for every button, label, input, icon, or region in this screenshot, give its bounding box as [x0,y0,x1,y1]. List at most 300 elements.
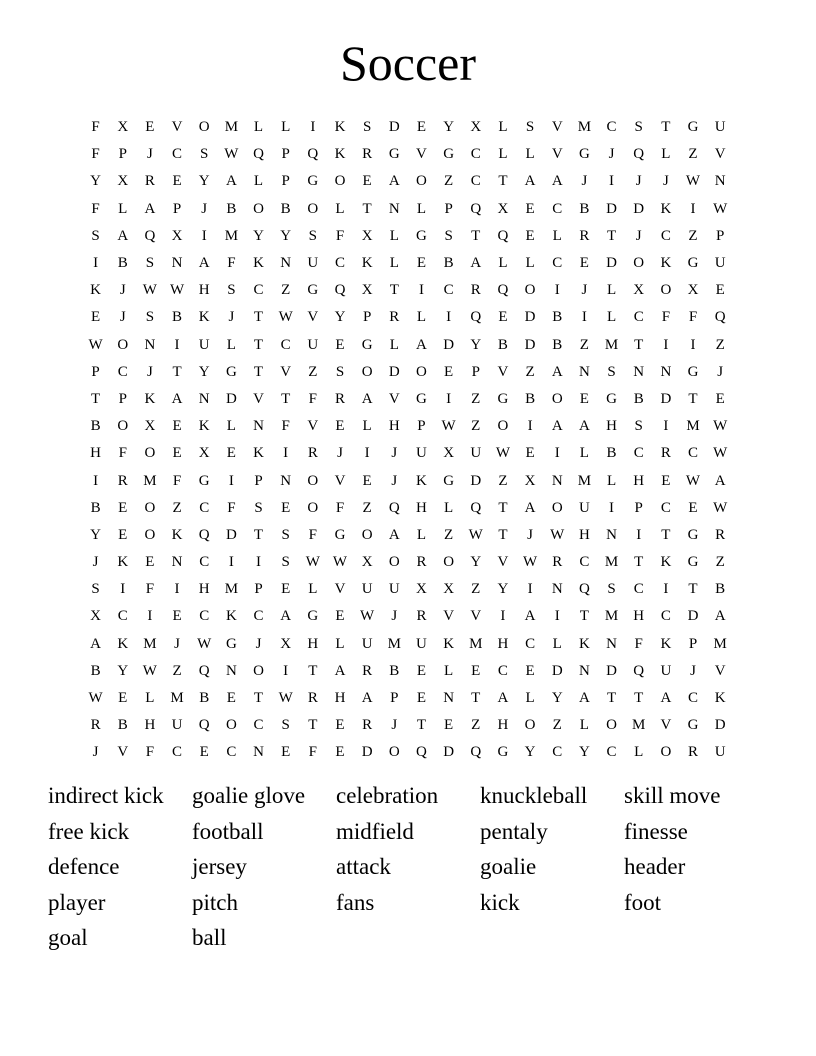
grid-letter: C [525,635,536,652]
grid-letter: Z [172,499,182,516]
grid-letter: C [688,690,699,707]
grid-letter: O [198,119,210,136]
grid-letter: H [633,472,645,489]
grid-letter: H [198,581,210,598]
grid-letter: N [253,744,264,761]
page-title: Soccer [339,35,477,91]
grid-letter: K [171,526,183,543]
grid-letter: N [198,390,210,407]
grid-letter: B [715,581,726,598]
grid-letter: C [660,499,671,516]
grid-letter: H [606,418,617,435]
grid-letter: G [416,390,427,407]
grid-letter: O [117,418,129,435]
grid-letter: U [714,255,726,272]
grid-letter: U [361,581,373,598]
grid-letter: X [524,472,536,489]
grid-letter: C [253,282,264,299]
grid-letter: W [713,499,728,516]
grid-letter: N [443,690,455,707]
grid-letter: T [471,227,481,244]
grid-letter: Q [633,146,645,163]
grid-letter: A [524,608,536,625]
grid-letter: S [227,282,236,299]
grid-letter: W [88,336,103,353]
grid-letter: Q [307,146,319,163]
grid-letter: A [90,635,101,652]
grid-letter: J [391,472,398,489]
grid-letter: M [387,635,401,652]
grid-letter: X [361,227,373,244]
grid-letter: I [446,309,452,326]
grid-letter: L [634,744,644,761]
grid-letter: K [660,200,672,217]
word-list-item: fans [336,889,375,915]
grid-letter: J [337,445,343,462]
grid-letter: I [500,608,506,625]
grid-letter: A [361,690,373,707]
grid-letter: H [416,499,427,516]
grid-letter: V [497,554,509,571]
grid-letter: N [253,418,264,435]
grid-letter: O [633,255,645,272]
grid-letter: A [470,255,482,272]
word-list-item: goal [48,925,88,951]
grid-letter: B [389,662,400,679]
grid-letter: F [308,744,317,761]
grid-letter: N [551,472,563,489]
grid-letter: G [606,390,617,407]
grid-letter: L [362,418,372,435]
grid-letter: X [633,282,645,299]
grid-letter: G [307,608,319,625]
grid-letter: J [690,662,696,679]
grid-letter: W [441,418,456,435]
grid-letter: W [197,635,212,652]
grid-letter: C [117,363,128,380]
grid-letter: X [361,554,373,571]
grid-letter: M [143,472,157,489]
grid-letter: O [660,282,672,299]
grid-letter: L [416,200,427,217]
word-list-item: midfield [336,818,414,844]
grid-letter: P [91,363,100,380]
grid-letter: U [578,499,590,516]
grid-letter: G [497,744,509,761]
grid-letter: Y [117,662,129,679]
word-list-item: kick [480,889,520,915]
grid-letter: R [688,744,699,761]
grid-letter: K [117,554,129,571]
grid-letter: G [687,119,699,136]
grid-letter: E [118,690,128,707]
grid-letter: O [307,472,319,489]
grid-letter: O [524,717,536,734]
grid-letter: N [660,363,672,380]
word-list-item: free kick [48,818,130,844]
grid-letter: Z [308,363,318,380]
grid-letter: C [443,282,454,299]
grid-letter: D [361,744,373,761]
grid-letter: E [416,119,427,136]
grid-letter: K [578,635,590,652]
grid-letter: J [119,309,126,326]
grid-letter: T [90,390,101,407]
grid-letter: O [443,554,455,571]
grid-letter: R [552,554,563,571]
grid-letter: C [226,744,237,761]
grid-letter: W [278,309,293,326]
grid-letter: X [171,227,183,244]
grid-letter: H [144,717,156,734]
grid-letter: I [93,472,99,489]
grid-letter: Y [334,309,346,326]
grid-letter: O [253,200,264,217]
grid-letter: B [497,336,508,353]
grid-letter: H [307,635,319,652]
grid-letter: A [714,608,726,625]
grid-letter: K [660,255,672,272]
grid-letter: H [578,526,590,543]
grid-letter: U [198,336,210,353]
grid-letter: L [552,227,562,244]
grid-letter: L [444,499,454,516]
grid-letter: W [142,662,157,679]
grid-letter: K [361,255,373,272]
grid-letter: H [334,690,346,707]
grid-letter: T [389,282,399,299]
grid-letter: L [389,336,399,353]
grid-letter: E [525,445,535,462]
grid-letter: E [416,255,427,272]
grid-letter: Z [471,390,481,407]
grid-letter: F [634,635,643,652]
grid-letter: W [550,526,565,543]
grid-letter: M [577,472,592,489]
grid-letter: C [606,744,617,761]
grid-letter: Q [198,526,210,543]
grid-letter: Z [579,336,589,353]
grid-letter: J [174,635,180,652]
grid-letter: F [661,309,671,326]
grid-letter: V [416,146,427,163]
grid-letter: F [227,255,236,272]
grid-letter: T [471,690,481,707]
grid-letter: C [633,445,644,462]
grid-letter: A [578,418,590,435]
grid-letter: T [688,581,698,598]
grid-letter: B [117,255,128,272]
grid-letter: K [253,255,264,272]
word-list-item: finesse [624,818,688,844]
grid-letter: L [226,336,236,353]
grid-letter: F [91,119,100,136]
grid-letter: A [714,472,726,489]
grid-letter: W [142,282,157,299]
grid-letter: N [633,363,645,380]
grid-letter: X [280,635,292,652]
grid-letter: P [417,418,426,435]
grid-letter: A [334,662,346,679]
grid-letter: T [606,690,617,707]
grid-letter: O [253,662,264,679]
grid-letter: E [498,309,508,326]
grid-letter: W [713,200,728,217]
grid-letter: T [661,526,671,543]
grid-letter: B [226,200,237,217]
grid-letter: J [391,717,398,734]
word-list-item: foot [624,889,662,915]
grid-letter: O [551,390,563,407]
grid-letter: X [117,119,129,136]
grid-letter: S [525,119,535,136]
grid-letter: E [444,717,454,734]
grid-letter: Q [470,309,482,326]
grid-letter: K [660,554,672,571]
grid-letter: O [144,499,156,516]
grid-letter: S [200,146,209,163]
grid-letter: F [227,499,236,516]
grid-letter: W [522,554,538,571]
grid-letter: L [525,255,535,272]
grid-letter: O [144,526,156,543]
grid-letter: F [308,526,317,543]
grid-letter: S [145,255,155,272]
grid-letter: D [225,526,237,543]
grid-letter: S [281,717,290,734]
grid-letter: R [416,608,427,625]
grid-letter: J [119,282,126,299]
grid-letter: K [198,309,210,326]
grid-letter: R [307,690,318,707]
grid-letter: G [307,282,319,299]
grid-letter: L [118,200,128,217]
grid-letter: Y [470,554,482,571]
grid-letter: D [388,119,400,136]
grid-letter: F [688,309,698,326]
grid-letter: E [199,744,209,761]
grid-letter: T [634,554,644,571]
grid-letter: N [225,662,237,679]
grid-letter: X [361,282,373,299]
grid-letter: L [606,282,617,299]
grid-letter: A [117,227,129,244]
grid-letter: J [255,635,262,652]
grid-letter: L [525,146,535,163]
grid-letter: B [117,717,128,734]
grid-letter: I [663,418,669,435]
grid-letter: C [334,255,345,272]
grid-letter: Y [90,526,101,543]
grid-letter: E [715,282,725,299]
grid-letter: O [307,499,319,516]
grid-letter: G [687,554,699,571]
grid-letter: G [443,472,455,489]
grid-letter: E [172,418,182,435]
grid-letter: C [497,662,508,679]
grid-letter: E [145,119,155,136]
grid-letter: B [443,255,454,272]
grid-letter: Y [497,581,509,598]
grid-letter: N [144,336,156,353]
grid-letter: Q [198,717,210,734]
grid-letter: U [714,744,726,761]
grid-letter: S [362,119,372,136]
grid-letter: W [685,173,701,190]
grid-letter: Z [471,717,481,734]
grid-letter: T [661,119,671,136]
grid-letter: Q [497,227,509,244]
grid-letter: X [117,173,129,190]
grid-letter: A [660,690,672,707]
grid-letter: L [335,200,345,217]
grid-letter: H [198,282,210,299]
grid-letter: B [90,418,101,435]
grid-letter: J [146,146,153,163]
grid-letter: I [364,445,370,462]
grid-letter: N [606,635,617,652]
grid-letter: Q [633,662,645,679]
word-list-item: jersey [192,854,247,880]
grid-letter: D [443,336,455,353]
grid-letter: W [468,526,483,543]
grid-letter: K [225,608,237,625]
word-list-item: knuckleball [480,783,588,808]
grid-letter: I [554,282,560,299]
grid-letter: U [361,635,373,652]
grid-letter: E [579,390,589,407]
grid-letter: I [690,336,696,353]
grid-letter: T [172,363,182,380]
grid-letter: S [444,227,453,244]
grid-letter: C [552,255,563,272]
grid-letter: R [470,282,481,299]
grid-letter: I [283,662,289,679]
grid-letter: O [225,717,237,734]
grid-letter: S [308,227,317,244]
grid-letter: L [416,526,427,543]
grid-letter: Z [471,581,481,598]
grid-letter: Y [90,173,101,190]
grid-letter: E [226,445,236,462]
grid-letter: T [253,309,264,326]
grid-letter: P [390,690,399,707]
grid-letter: E [281,744,291,761]
grid-letter: L [281,119,291,136]
grid-letter: F [91,200,100,217]
grid-letter: M [686,418,700,435]
grid-letter: O [307,200,319,217]
grid-letter: Q [578,581,590,598]
grid-letter: G [307,173,319,190]
grid-letter: Z [715,336,725,353]
grid-letter: J [662,173,669,190]
grid-letter: N [578,662,590,679]
grid-letter: U [470,445,482,462]
grid-letter: S [281,554,290,571]
grid-letter: V [470,608,482,625]
grid-letter: L [606,309,617,326]
grid-letter: I [201,227,207,244]
grid-letter: D [606,662,617,679]
grid-letter: V [551,119,563,136]
grid-letter: C [606,119,617,136]
grid-letter: B [606,445,617,462]
grid-letter: E [118,526,128,543]
grid-letter: K [198,418,210,435]
grid-letter: S [335,363,345,380]
grid-letter: L [253,173,264,190]
grid-letter: L [606,472,617,489]
grid-letter: D [633,200,645,217]
grid-letter: U [388,581,400,598]
word-list-item: celebration [336,783,439,808]
grid-letter: C [688,445,699,462]
grid-letter: H [90,445,101,462]
grid-letter: K [416,472,427,489]
grid-letter: P [471,363,480,380]
grid-letter: R [362,717,373,734]
grid-letter: X [443,581,455,598]
grid-letter: R [416,554,427,571]
grid-letter: A [497,690,509,707]
grid-letter: A [524,499,536,516]
grid-letter: A [198,255,210,272]
grid-letter: N [606,526,617,543]
grid-letter: V [497,363,509,380]
grid-letter: R [117,472,128,489]
grid-letter: C [199,499,210,516]
grid-letter: E [444,363,454,380]
grid-letter: J [717,363,724,380]
grid-letter: E [172,445,182,462]
grid-letter: R [362,146,373,163]
grid-letter: W [88,690,103,707]
grid-letter: K [714,690,726,707]
grid-letter: V [714,146,726,163]
word-list-item: ball [192,925,227,951]
grid-letter: T [308,662,318,679]
grid-letter: T [253,336,264,353]
grid-letter: E [416,690,427,707]
grid-letter: E [335,336,345,353]
grid-letter: C [470,173,481,190]
grid-letter: Q [470,200,482,217]
grid-letter: V [117,744,129,761]
word-list-item: indirect kick [48,783,164,808]
grid-letter: T [498,499,508,516]
grid-letter: W [713,418,728,435]
grid-letter: J [391,608,398,625]
grid-letter: S [254,499,263,516]
grid-letter: Q [144,227,156,244]
grid-letter: K [117,635,129,652]
grid-letter: C [579,554,590,571]
grid-letter: R [660,445,671,462]
grid-letter: O [524,282,536,299]
grid-letter: E [172,173,182,190]
grid-letter: D [714,717,726,734]
grid-letter: D [660,390,672,407]
grid-letter: J [228,309,235,326]
grid-letter: V [443,608,455,625]
grid-letter: G [416,227,427,244]
grid-letter: U [714,119,726,136]
grid-letter: K [334,146,346,163]
grid-letter: T [308,717,318,734]
grid-letter: L [335,635,345,652]
grid-letter: U [171,717,183,734]
